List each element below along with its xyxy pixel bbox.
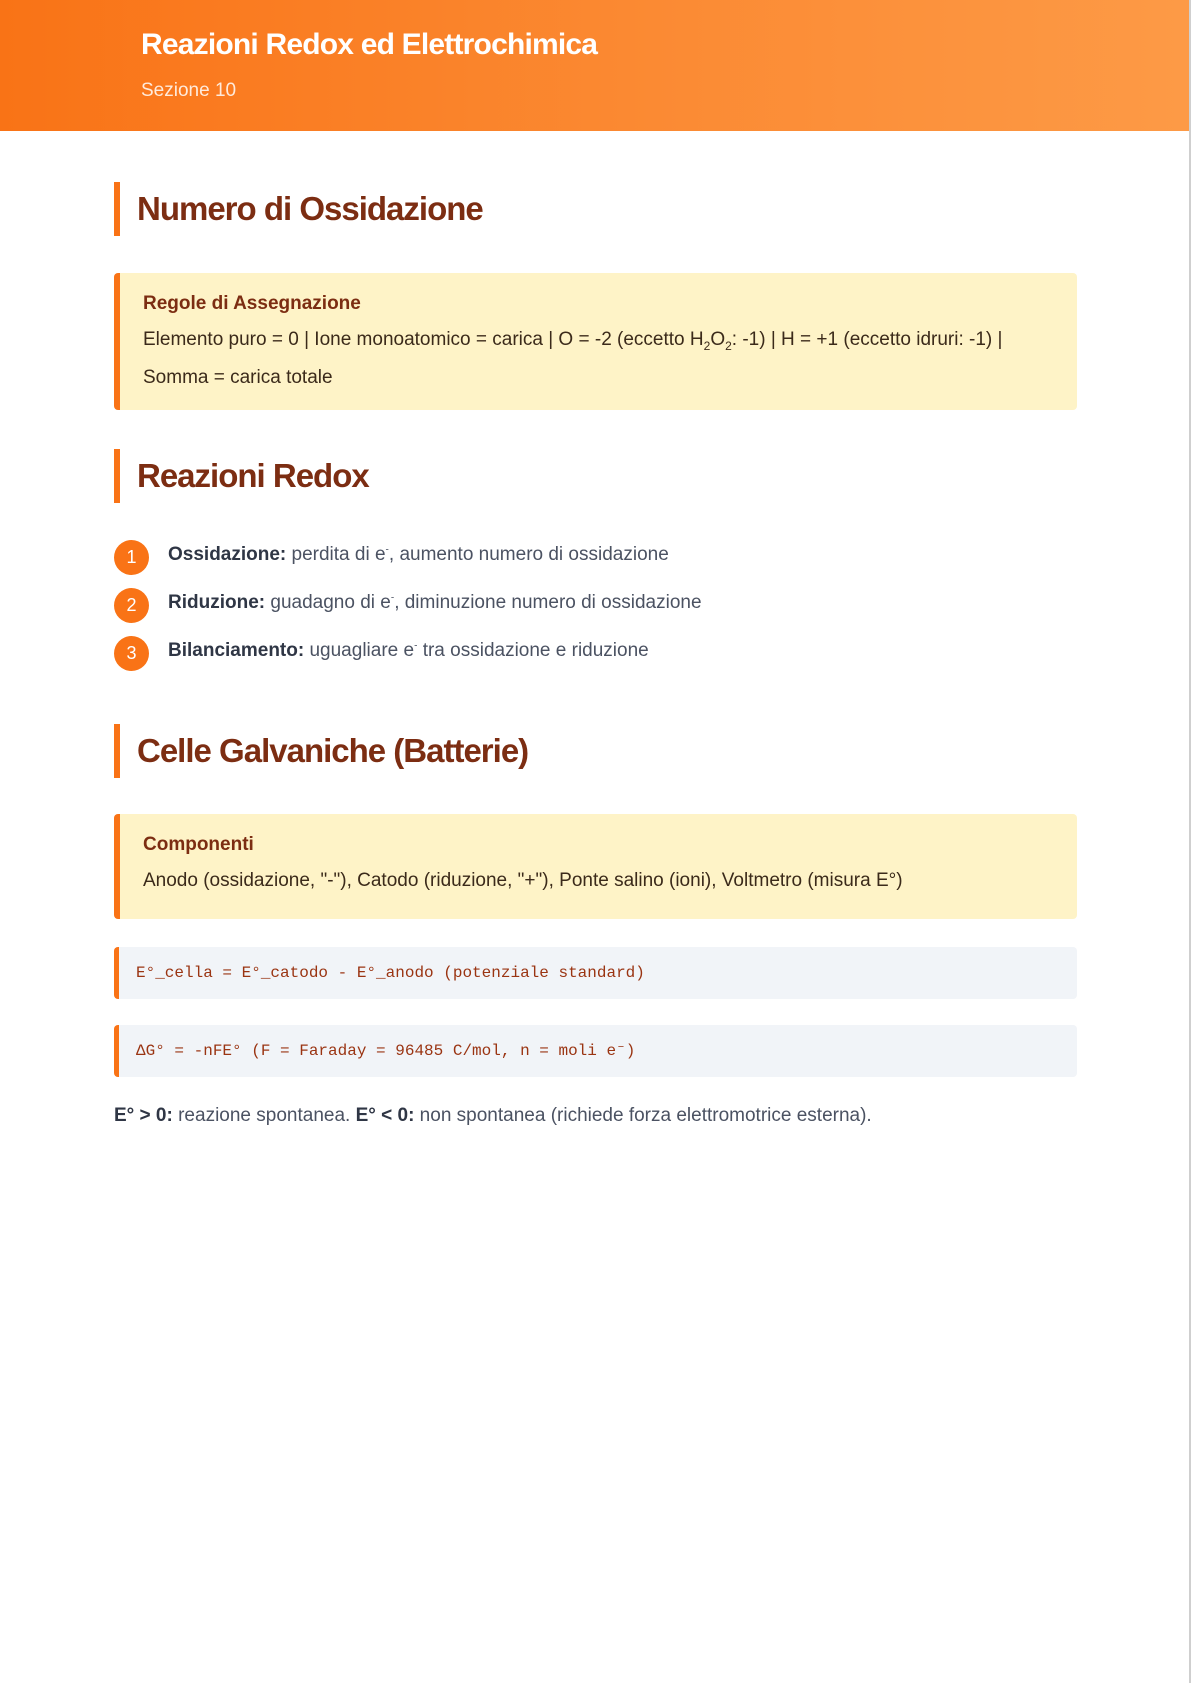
step-text: Riduzione: guadagno di e-, diminuzione numero di ossidazione xyxy=(168,592,702,613)
callout-body: Anodo (ossidazione, "-"), Catodo (riduzione, "+"), Ponte salino (ioni), Voltmetro (misura E°) xyxy=(143,870,903,891)
callout-assignment-rules xyxy=(114,273,1077,410)
step-text: Ossidazione: perdita di e-, aumento numero di ossidazione xyxy=(168,544,669,565)
step-text: Bilanciamento: uguagliare e- tra ossidazione e riduzione xyxy=(168,640,649,661)
section-title-oxidation-number: Numero di Ossidazione xyxy=(114,182,483,236)
callout-body: Elemento puro = 0 | Ione monoatomico = carica | O = -2 (eccetto $H_2O_2$: -1) | H = +1 (eccetto idruri: -1) | Somma = carica totale xyxy=(143,329,1003,388)
page-title: Reazioni Redox ed Elettrochimica xyxy=(141,28,598,61)
page-header xyxy=(0,0,1189,131)
step-number-badge: 2 xyxy=(114,588,149,623)
section-title-galvanic-cells: Celle Galvaniche (Batterie) xyxy=(114,724,528,778)
callout-title: Componenti xyxy=(143,834,254,855)
callout-components xyxy=(114,814,1077,919)
formula-gibbs-energy: ΔG° = -nFE° (F = Faraday = 96485 C/mol, n = moli e⁻) xyxy=(114,1025,1077,1077)
section-title-redox-reactions: Reazioni Redox xyxy=(114,449,369,503)
callout-title: Regole di Assegnazione xyxy=(143,293,361,314)
spontaneity-summary: E° > 0: reazione spontanea. E° < 0: non spontanea (richiede forza elettromotrice esterna). xyxy=(114,1105,872,1126)
formula-cell-potential: E°_cella = E°_catodo - E°_anodo (potenziale standard) xyxy=(114,947,1077,999)
step-number-badge: 1 xyxy=(114,540,149,575)
step-number-badge: 3 xyxy=(114,636,149,671)
page-subtitle: Sezione 10 xyxy=(141,80,237,101)
